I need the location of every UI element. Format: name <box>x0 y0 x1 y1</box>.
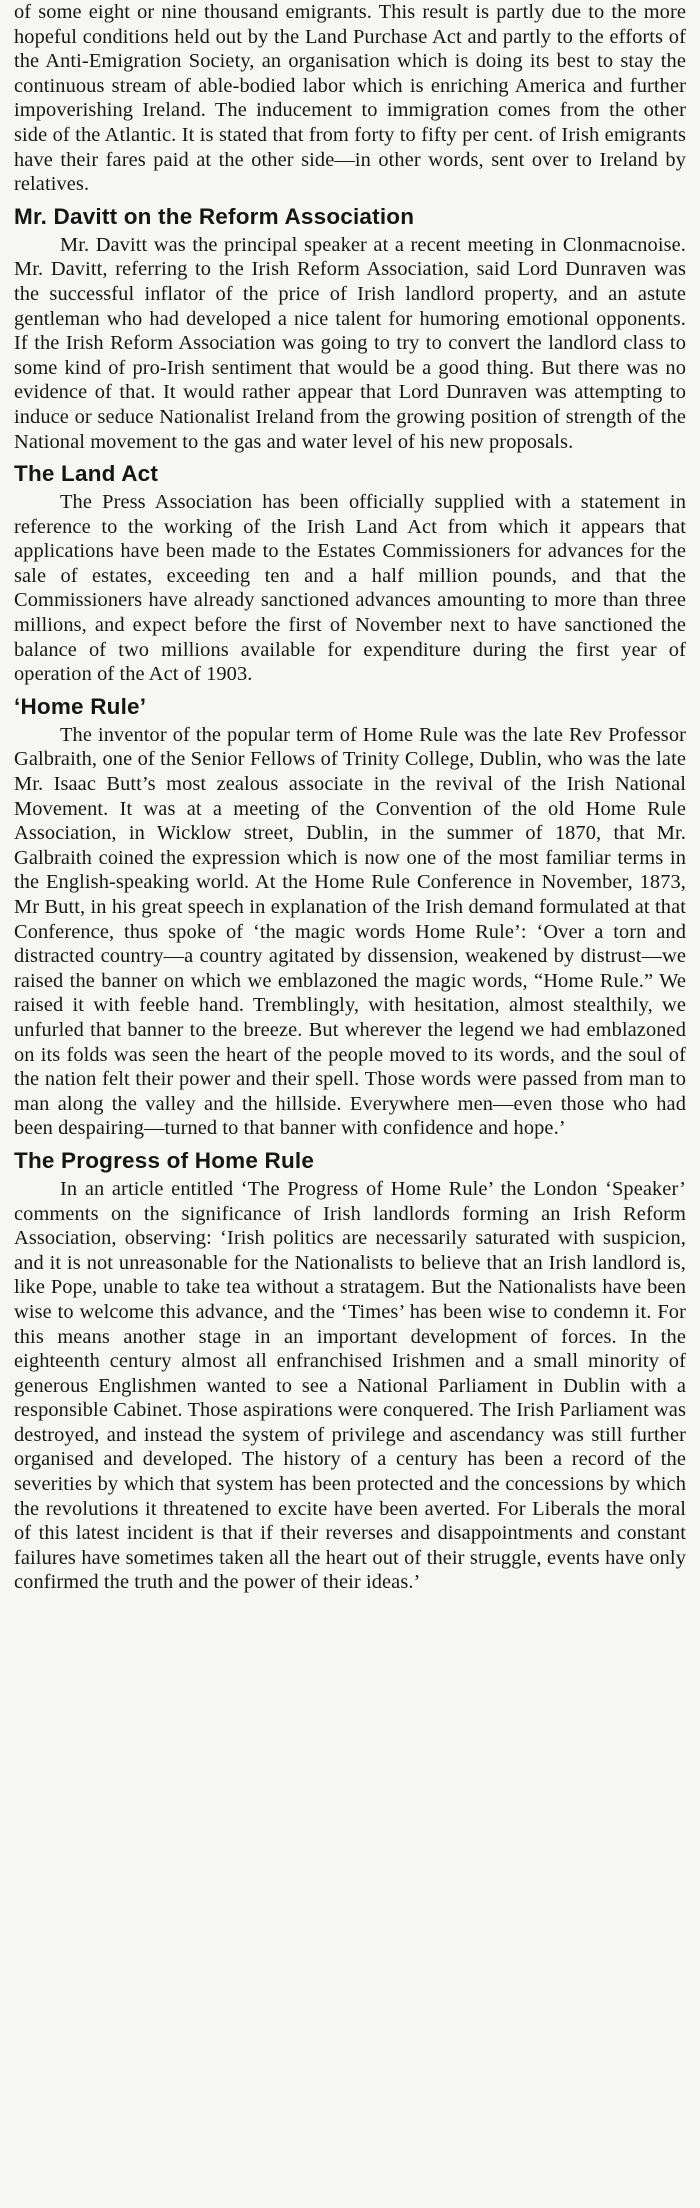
section-heading: Mr. Davitt on the Reform Association <box>14 203 415 229</box>
section-heading: The Land Act <box>14 461 159 487</box>
section-davitt <box>14 203 686 454</box>
section-heading: The Progress of Home Rule <box>14 1147 315 1173</box>
section-home-rule <box>14 693 686 1141</box>
section-paragraph: The inventor of the popular term of Home Rule was the late Rev Professor Galbraith, one of the Senior Fellows of Trinity College, Dublin, who was the late Mr. Isaac Butt’s most zealous associate in the revival of the Irish National Movement. It was at a meeting of the Convention of the old Home Rule Association, in Wicklow street, Dublin, in the summer of 1870, that Mr. Galbraith coined the expression which is now one of the most familiar terms in the English-speaking world. At the Home Rule Conference in November, 1873, Mr Butt, in his great speech in explanation of the Irish demand formulated at that Conference, thus spoke of ‘the magic words Home Rule’: ‘Over a torn and distracted country—a country agitated by dissension, weakened by distrust—we raised the banner on which we emblazoned the magic words, “Home Rule.” We raised it with feeble hand. Tremblingly, with hesitation, almost stealthily, we unfurled that banner to the breeze. But wherever the legend we had emblazoned on its folds was seen the heart of the people moved to its words, and the soul of the nation felt their power and their spell. Those words were passed from man to man along the valley and the hillside. Everywhere men—even those who had been despairing—turned to that banner with confidence and hope.’ <box>14 723 686 1140</box>
section-paragraph: In an article entitled ‘The Progress of Home Rule’ the London ‘Speaker’ comments on the significance of Irish landlords forming an Irish Reform Association, observing: ‘Irish politics are necessarily saturated with suspicion, and it is not unreasonable for the Nationalists to believe that an Irish landlord is, like Pope, unable to take tea without a stratagem. But the Nationalists have been wise to welcome this advance, and the ‘Times’ has been wise to condemn it. For this means another stage in an important development of forces. In the eighteenth century almost all enfranchised Irishmen and a small minority of generous Englishmen wanted to see a National Parliament in Dublin with a responsible Cabinet. Those aspirations were conquered. The Irish Parliament was destroyed, and instead the system of privilege and ascendancy was still further organised and developed. The history of a century has been a record of the severities by which that system has been protected and the concessions by which the revolutions it threatened to excite have been averted. For Liberals the moral of this latest incident is that if their reverses and disappointments and constant failures have sometimes taken all the heart out of their struggle, events have only confirmed the truth and the power of their ideas.’ <box>14 1177 686 1594</box>
section-land-act <box>14 460 686 687</box>
section-heading: ‘Home Rule’ <box>14 693 147 719</box>
section-paragraph: The Press Association has been officially supplied with a statement in reference to the working of the Irish Land Act from which it appears that applications have been made to the Estates Commissioners for advances for the sale of estates, exceeding ten and a half million pounds, and that the Commissioners have already sanctioned advances amounting to more than three millions, and expect before the first of November next to have sanctioned the balance of two millions available for expenditure during the first year of operation of the Act of 1903. <box>14 491 686 686</box>
section-paragraph: Mr. Davitt was the principal speaker at a recent meeting in Clonmacnoise. Mr. Davitt, referring to the Irish Reform Association, said Lord Dunraven was the successful inflator of the price of Irish landlord property, and an astute gentleman who had developed a nice talent for humoring emotional opponents. If the Irish Reform Association was going to try to convert the landlord class to some kind of pro-Irish sentiment that would be a good thing. But there was no evidence of that. It would rather appear that Lord Dunraven was attempting to induce or seduce Nationalist Ireland from the growing position of strength of the National movement to the gas and water level of his new proposals. <box>14 233 686 453</box>
section-progress-home-rule <box>14 1147 686 1595</box>
intro-paragraph: of some eight or nine thousand emigrants. This result is partly due to the more hopeful conditions held out by the Land Purchase Act and partly to the efforts of the Anti-Emigration Society, an organisation which is doing its best to stay the continuous stream of able-bodied labor which is enriching America and further impoverishing Ireland. The inducement to immigration comes from the other side of the Atlantic. It is stated that from forty to fifty per cent. of Irish emigrants have their fares paid at the other side—in other words, sent over to Ireland by relatives. <box>14 1 686 196</box>
